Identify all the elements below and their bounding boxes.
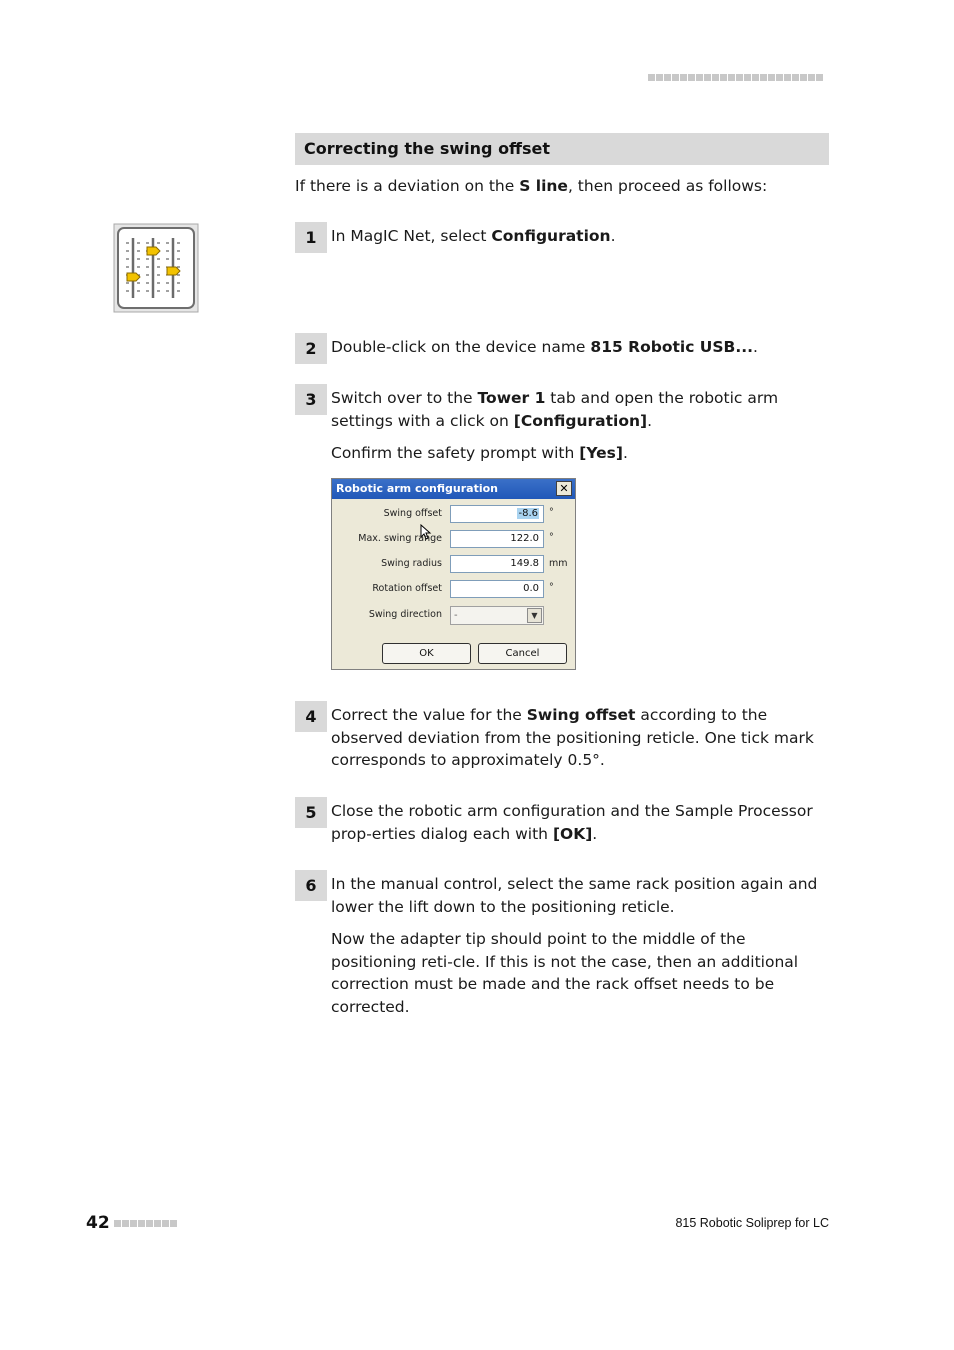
section-title: Correcting the swing offset [304,139,551,158]
step-3-extra [331,442,829,465]
intro-bold: S line [519,177,568,195]
step-number-2: 2 [295,333,327,364]
swing-radius-input[interactable]: 149.8 [450,555,544,573]
swing-direction-value: - [454,610,458,621]
step-5-text-part: Close the robotic arm configuration and the Sample Processor prop-erties dialog each with [331,802,813,843]
step-4-text [331,704,829,772]
max-swing-range-label: Max. swing range [358,533,442,544]
step-4-text-end: according to the observed deviation from the positioning reticle. One tick mark corresponds to approximately 0.5°. [331,706,814,769]
footer-document-title: 815 Robotic Soliprep for LC [675,1216,829,1230]
rotation-offset-label: Rotation offset [372,583,442,594]
step-4-bold: Swing offset [526,706,636,724]
swing-offset-unit: ° [549,507,554,518]
step-number-6: 6 [295,870,327,901]
intro-text: If there is a deviation on the [295,177,520,195]
swing-radius-label: Swing radius [381,558,442,569]
chevron-down-icon[interactable]: ▼ [527,608,542,623]
rotation-offset-unit: ° [549,582,554,593]
step-5-bold: [OK] [552,824,593,843]
configuration-sliders-icon [113,223,199,313]
dialog-title-bar [332,479,575,499]
step-2-bold: 815 Robotic USB... [590,338,754,356]
ok-button[interactable]: OK [382,643,471,664]
max-swing-range-unit: ° [549,532,554,543]
header-decoration [648,74,823,81]
swing-offset-value: -8.6 [518,508,538,519]
step-5-text-end: . [592,824,598,843]
close-icon[interactable]: ✕ [556,481,572,496]
intro-text-end: , then proceed as follows: [567,177,768,195]
step-3-text [331,387,829,432]
step-3-text-mid: tab and open the robotic arm settings with a click on [331,389,779,430]
section-heading-bar [295,133,829,165]
step-3-extra-text: Confirm the safety prompt with [331,444,580,462]
step-2-text-part: Double-click on the device name [331,338,591,356]
step-3-extra-bold: [Yes] [579,444,623,462]
swing-radius-unit: mm [549,558,568,569]
cancel-button[interactable]: Cancel [478,643,567,664]
step-1-bold: Configuration [491,227,611,245]
step-5-text [331,800,829,845]
swing-direction-select[interactable] [450,606,544,625]
rotation-offset-input[interactable]: 0.0 [450,580,544,598]
step-number-4: 4 [295,701,327,732]
robotic-arm-configuration-dialog [331,478,576,670]
dialog-title: Robotic arm configuration [336,482,499,495]
step-number-5: 5 [295,797,327,828]
step-1-text-part: In MagIC Net, select [331,227,492,245]
step-3-bold-tab: Tower 1 [477,389,546,407]
step-number-3: 3 [295,384,327,415]
step-2-text [331,336,829,359]
page-number: 42 [86,1213,110,1233]
step-6-text: In the manual control, select the same rack position again and lower the lift down to the positioning reticle. [331,875,818,916]
swing-offset-input[interactable] [450,505,544,523]
swing-direction-label: Swing direction [368,609,442,620]
swing-offset-label: Swing offset [383,508,442,519]
intro-paragraph [295,175,829,197]
step-3-text-end: . [647,411,653,430]
step-4-text-part: Correct the value for the [331,706,527,724]
step-1-text [331,225,829,248]
step-6-extra: Now the adapter tip should point to the middle of the positioning reti-cle. If this is not the case, then an additional correction must be made and the rack offset needs to be corrected. [331,930,799,1016]
step-3-text-part: Switch over to the [331,389,478,407]
footer-decoration [114,1220,177,1227]
step-1-text-end: . [610,227,616,245]
step-3-bold-config: [Configuration] [513,411,648,430]
step-3-extra-end: . [622,444,628,462]
step-2-text-end: . [753,338,758,356]
step-number-1: 1 [295,222,327,253]
max-swing-range-input[interactable]: 122.0 [450,530,544,548]
